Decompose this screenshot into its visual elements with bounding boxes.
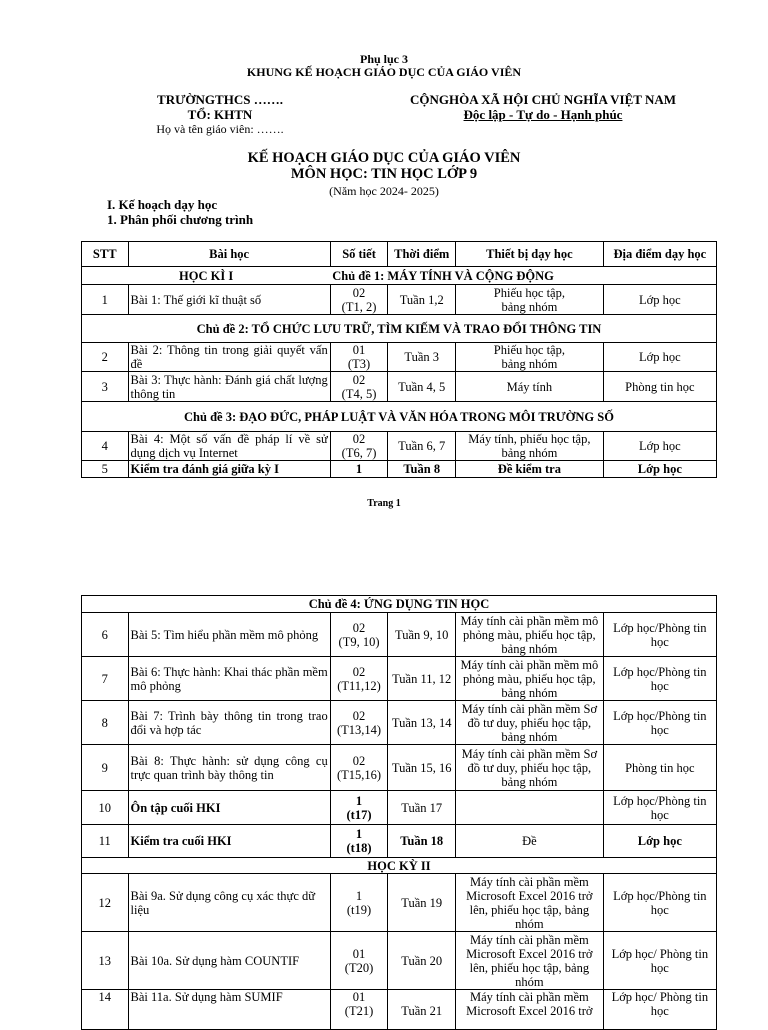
periods-cell: [330, 372, 388, 402]
table-row: [82, 745, 717, 791]
appendix-label: Phụ lục 3: [359, 52, 408, 66]
plan-table-page2: [81, 595, 717, 1030]
lesson-cell: Bài 5: Tìm hiểu phần mềm mô phỏng: [128, 613, 330, 657]
lesson-cell: Bài 7: Trình bày thông tin trong trao đổi và hợp tác: [128, 701, 330, 745]
topic-4: Chủ đề 4: ỨNG DỤNG TIN HỌC: [82, 596, 717, 613]
periods-cell: [330, 657, 388, 701]
stt-cell: 8: [82, 701, 129, 745]
lesson-cell: Ôn tập cuối HKI: [128, 791, 330, 825]
time-cell: Tuần 3: [388, 343, 456, 372]
equipment-cell: Máy tính cài phần mềm Microsoft Excel 2016 trở: [456, 990, 604, 1030]
table-row: [82, 874, 717, 932]
periods-cell: 1: [330, 461, 388, 478]
section-1: I. Kế hoạch dạy học: [107, 197, 218, 212]
stt-cell: 10: [82, 791, 129, 825]
equipment-line: Máy tính, phiếu học tập,: [468, 432, 591, 446]
periods-cell: [330, 285, 388, 315]
school-year: (Năm học 2024- 2025): [329, 184, 439, 198]
stt-cell: 3: [82, 372, 129, 402]
topic-1: Chủ đề 1: MÁY TÍNH VÀ CỘNG ĐỘNG: [330, 267, 716, 285]
equipment-line: bảng nhóm: [501, 357, 558, 371]
stt-cell: 6: [82, 613, 129, 657]
col-lesson: Bài học: [128, 242, 330, 267]
periods-ref: (T6, 7): [341, 446, 377, 460]
lesson-cell: Bài 9a. Sử dụng công cụ xác thực dữ liệu: [128, 874, 330, 932]
periods-ref: (T11,12): [337, 678, 381, 693]
school-name: TRƯỜNGTHCS …….: [157, 92, 283, 107]
lesson-cell: Bài 1: Thế giới kĩ thuật số: [128, 285, 330, 315]
equipment-cell: Máy tính cài phần mềm mô phỏng màu, phiếu học tập, bảng nhóm: [456, 613, 604, 657]
table-row: [82, 791, 717, 825]
periods-ref: (t17): [346, 807, 372, 822]
lesson-cell: Bài 10a. Sử dụng hàm COUNTIF: [128, 932, 330, 990]
equipment-cell: Đề: [456, 825, 604, 858]
stt-cell: 2: [82, 343, 129, 372]
lesson-cell: Kiểm tra đánh giá giữa kỳ I: [128, 461, 330, 478]
place-cell: Lớp học: [603, 432, 716, 461]
place-cell: Lớp học/ Phòng tin học: [603, 932, 716, 990]
stt-cell: 4: [82, 432, 129, 461]
motto: [390, 107, 696, 123]
periods-ref: (T1, 2): [341, 299, 377, 314]
equipment-line: Phiếu học tập,: [493, 285, 565, 300]
place-cell: Lớp học/Phòng tin học: [603, 791, 716, 825]
topic-3: Chủ đề 3: ĐẠO ĐỨC, PHÁP LUẬT VÀ VĂN HÓA TRONG MÔI TRƯỜNG SỐ: [82, 402, 717, 432]
table-row: [82, 343, 717, 372]
motto-text: Độc lập - Tự do - Hạnh phúc: [463, 107, 623, 122]
time-cell: Tuần 13, 14: [388, 701, 456, 745]
lesson-cell: Bài 3: Thực hành: Đánh giá chất lượng thông tin: [128, 372, 330, 402]
periods-count: 02: [352, 372, 366, 387]
equipment-cell: Máy tính cài phần mềm Microsoft Excel 2016 trở lên, phiếu học tập, bảng nhóm: [456, 874, 604, 932]
place-cell: Phòng tin học: [603, 372, 716, 402]
topic-2: Chủ đề 2: TỔ CHỨC LƯU TRỮ, TÌM KIẾM VÀ TRAO ĐỔI THÔNG TIN: [82, 315, 717, 343]
stt-cell: 1: [82, 285, 129, 315]
table-row: [82, 657, 717, 701]
place-cell: Phòng tin học: [603, 745, 716, 791]
plan-table-page1: [81, 241, 717, 478]
periods-ref: (T20): [344, 960, 374, 975]
col-stt: STT: [82, 242, 129, 267]
periods-ref: (T13,14): [336, 722, 382, 737]
time-cell: Tuần 11, 12: [388, 657, 456, 701]
semester-2-label: HỌC KỲ II: [82, 858, 717, 874]
time-cell: Tuần 17: [388, 791, 456, 825]
semester-label: HỌC KÌ I: [82, 267, 331, 285]
equipment-line: bảng nhóm: [501, 299, 558, 314]
equipment-cell: Máy tính cài phần mềm Microsoft Excel 2016 trở lên, phiếu học tập, bảng nhóm: [456, 932, 604, 990]
lesson-cell: Kiểm tra cuối HKI: [128, 825, 330, 858]
equipment-line: bảng nhóm: [501, 446, 558, 460]
equipment-cell: Máy tính cài phần mềm Sơ đồ tư duy, phiếu học tập, bảng nhóm: [456, 701, 604, 745]
table-row: [82, 285, 717, 315]
table-row: [82, 461, 717, 478]
equipment-cell: Máy tính cài phần mềm Sơ đồ tư duy, phiếu học tập, bảng nhóm: [456, 745, 604, 791]
periods-ref: (T9, 10): [338, 634, 380, 649]
periods-count: 01: [352, 946, 366, 961]
periods-count: 01: [352, 990, 366, 1004]
stt-cell: 11: [82, 825, 129, 858]
place-cell: Lớp học: [603, 461, 716, 478]
stt-cell: 13: [82, 932, 129, 990]
col-place: Địa điểm dạy học: [603, 242, 716, 267]
stt-cell: 14: [82, 990, 129, 1030]
periods-count: 1: [355, 888, 363, 903]
section-1-1: 1. Phân phối chương trình: [107, 212, 254, 227]
equipment-cell: [456, 343, 604, 372]
equipment-cell: [456, 791, 604, 825]
table-row: [82, 432, 717, 461]
time-cell: Tuần 4, 5: [388, 372, 456, 402]
stt-cell: 9: [82, 745, 129, 791]
topic-row: [82, 596, 717, 613]
periods-cell: [330, 791, 388, 825]
stt-cell: 7: [82, 657, 129, 701]
lesson-cell: Bài 2: Thông tin trong giải quyết vấn đề: [128, 343, 330, 372]
semester-row: [82, 858, 717, 874]
periods-ref: (t19): [346, 902, 372, 917]
topic-row: [82, 402, 717, 432]
lesson-cell: Bài 4: Một số vấn đề pháp lí về sử dụng dịch vụ Internet: [128, 432, 330, 461]
periods-count: 02: [352, 285, 366, 300]
col-equipment: Thiết bị dạy học: [456, 242, 604, 267]
periods-ref: (T3): [347, 357, 371, 371]
periods-ref: (T21): [344, 1004, 374, 1018]
table-row: [82, 372, 717, 402]
place-cell: Lớp học/ Phòng tin học: [603, 990, 716, 1030]
periods-ref: (T4, 5): [341, 386, 377, 401]
time-cell: Tuần 1,2: [388, 285, 456, 315]
time-cell: Tuần 20: [388, 932, 456, 990]
time-cell: Tuần 9, 10: [388, 613, 456, 657]
periods-cell: [330, 825, 388, 858]
time-cell: Tuần 15, 16: [388, 745, 456, 791]
periods-count: 01: [352, 343, 366, 357]
equipment-cell: Máy tính cài phần mềm mô phỏng màu, phiếu học tập, bảng nhóm: [456, 657, 604, 701]
place-cell: Lớp học/Phòng tin học: [603, 701, 716, 745]
periods-cell: [330, 701, 388, 745]
time-cell: Tuần 8: [388, 461, 456, 478]
periods-count: 02: [352, 432, 366, 446]
col-periods: Số tiết: [330, 242, 388, 267]
place-cell: Lớp học/Phòng tin học: [603, 613, 716, 657]
table-row: [82, 613, 717, 657]
periods-ref: (t18): [346, 841, 372, 855]
stt-cell: 12: [82, 874, 129, 932]
place-cell: Lớp học/Phòng tin học: [603, 874, 716, 932]
place-cell: Lớp học: [603, 825, 716, 858]
periods-count: 1: [355, 827, 363, 841]
table-header-row: [82, 242, 717, 267]
periods-cell: [330, 613, 388, 657]
time-cell: Tuần 18: [388, 825, 456, 858]
equipment-cell: [456, 285, 604, 315]
periods-count: 1: [355, 793, 363, 808]
periods-count: 02: [352, 664, 366, 679]
periods-ref: (T15,16): [336, 767, 382, 782]
periods-cell: [330, 932, 388, 990]
table-row: [82, 825, 717, 858]
plan-title: KẾ HOẠCH GIÁO DỤC CỦA GIÁO VIÊN: [247, 150, 521, 166]
equipment-cell: Máy tính: [456, 372, 604, 402]
table-row: [82, 932, 717, 990]
periods-count: 02: [352, 620, 366, 635]
semester-row: [82, 267, 717, 285]
equipment-line: Phiếu học tập,: [493, 343, 565, 357]
place-cell: Lớp học/Phòng tin học: [603, 657, 716, 701]
periods-cell: [330, 432, 388, 461]
lesson-cell: Bài 8: Thực hành: sử dụng công cụ trực quan trình bày thông tin: [128, 745, 330, 791]
equipment-cell: [456, 432, 604, 461]
periods-cell: [330, 745, 388, 791]
teacher-name: Họ và tên giáo viên: …….: [156, 122, 284, 136]
lesson-cell: Bài 11a. Sử dụng hàm SUMIF: [128, 990, 330, 1030]
time-cell: Tuần 21: [388, 990, 456, 1030]
stt-cell: 5: [82, 461, 129, 478]
place-cell: Lớp học: [603, 343, 716, 372]
group-name: TỔ: KHTN: [187, 107, 253, 122]
page-number: Trang 1: [367, 498, 401, 509]
periods-count: 02: [352, 753, 366, 768]
frame-title: KHUNG KẾ HOẠCH GIÁO DỤC CỦA GIÁO VIÊN: [246, 65, 522, 79]
table-row: [82, 701, 717, 745]
country-title: CỘNGHÒA XÃ HỘI CHỦ NGHĨA VIỆT NAM: [409, 92, 677, 107]
equipment-cell: Đề kiểm tra: [456, 461, 604, 478]
lesson-cell: Bài 6: Thực hành: Khai thác phần mềm mô phỏng: [128, 657, 330, 701]
col-time: Thời điểm: [388, 242, 456, 267]
periods-cell: [330, 343, 388, 372]
periods-cell: [330, 874, 388, 932]
periods-count: 02: [352, 708, 366, 723]
subject-title: MÔN HỌC: TIN HỌC LỚP 9: [290, 166, 478, 182]
time-cell: Tuần 19: [388, 874, 456, 932]
topic-row: [82, 315, 717, 343]
time-cell: Tuần 6, 7: [388, 432, 456, 461]
place-cell: Lớp học: [603, 285, 716, 315]
